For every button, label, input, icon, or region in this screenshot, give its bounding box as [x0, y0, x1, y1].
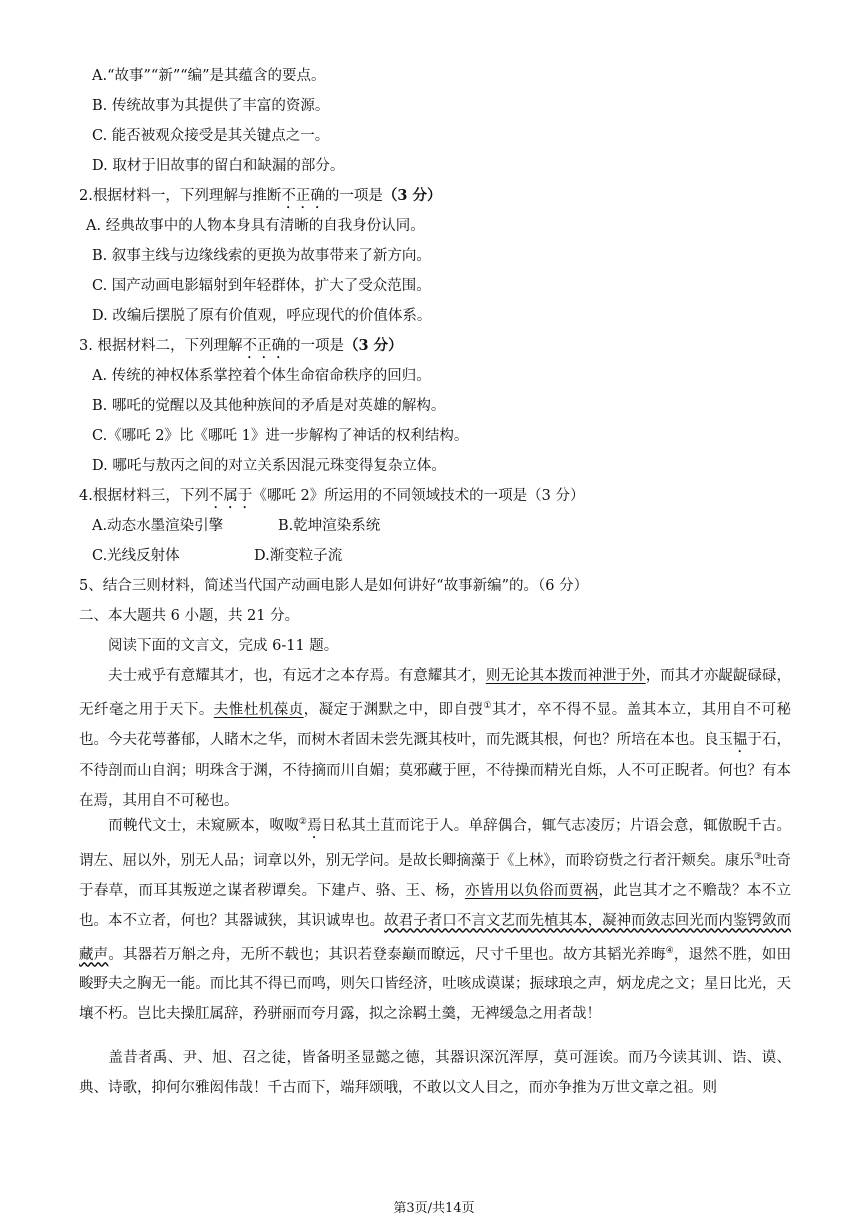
p2-text: 而輓代文士，未窥厥本，呶呶	[108, 817, 299, 834]
q4-stem-tail: 《哪吒 2》所运用的不同领域技术的一项是（3 分）	[252, 488, 585, 504]
p1-underlined-1: 则无论其本拨而神泄于外	[485, 668, 646, 684]
q2-stem-tail: 的一项是	[324, 188, 383, 204]
q4-stem	[79, 486, 585, 512]
page-number: 第3页/共14页	[393, 1201, 475, 1216]
p1-text: ，而其才亦龊龊碌碌，无纤毫之用于天下。	[79, 668, 792, 718]
q1-option-c: C. 能否被观众接受是其关键点之一。	[92, 128, 330, 144]
q5-stem: 5、结合三则材料，简述当代国产动画电影人是如何讲好“故事新编”的。（6 分）	[79, 578, 589, 594]
p2-underlined: 亦皆用以负俗而贾祸	[464, 882, 599, 899]
footnote-marker: ①	[483, 701, 492, 711]
passage-paragraph-3	[79, 1043, 791, 1103]
p2-wavy-underlined: 故君子者口不言文艺而先植其本，凝神而敛志回光而内鉴锷敛而藏声	[79, 912, 791, 963]
p1-emphasis: 韫	[732, 731, 748, 748]
q4-stem-text: 4.根据材料三，下列	[79, 488, 209, 504]
footnote-marker: ④	[665, 945, 674, 956]
q1-option-d: D. 取材于旧故事的留白和缺漏的部分。	[92, 158, 345, 174]
q2-option-d: D. 改编后摆脱了原有价值观，呼应现代的价值体系。	[92, 308, 432, 324]
q2-option-a: A. 经典故事中的人物本身具有清晰的自我身份认同。	[86, 218, 425, 234]
p2-text: ，此岂其才之不赡哉？本不立也。本不立者，何也？其器诚狭，其识诚卑也。	[79, 882, 792, 929]
p3-text: 盖昔者禹、尹、旭、召之徒，皆备明圣显懿之德，其器识深沉浑厚，莫可涯诶。而乃今读其训、诰、谟、典、诗歌，抑何尔雅闳伟哉！千古而下，端拜颂哦，不敢以文人目之，而亦争推为万世文章之祖。则	[79, 1050, 791, 1096]
q4-option-b: B.乾坤渲染系统	[278, 518, 381, 534]
q2-emphasis: 不正确	[281, 188, 325, 204]
q3-option-a: A. 传统的神权体系掌控着个体生命宿命秩序的回归。	[92, 368, 431, 384]
q2-option-b: B. 叙事主线与边缘线索的更换为故事带来了新方向。	[92, 248, 431, 264]
p2-emphasis: 焉	[307, 817, 322, 834]
p1-text: 其才，卒不得不显。盖其本立，其用自不可秘也。今夫花萼蕃郁，人睹木之华，而树木者固未尝先溉其枝叶，而先溉其根，何也？所培在本也。良玉	[79, 701, 792, 748]
reading-instruction: 阅读下面的文言文，完成 6-11 题。	[108, 638, 339, 654]
q4-option-a: A.动态水墨渲染引擎	[92, 518, 224, 534]
p2-text: 。其器若万斛之舟，无所不载也；其识若登泰巅而瞭远，尺寸千里也。故方其韬光养晦	[108, 946, 666, 963]
p1-text: 夫士戒乎有意耀其才，也，有远才之本存焉。有意耀其才，	[108, 668, 486, 684]
p1-text: ，凝定于渊默之中，即自弢	[303, 701, 484, 718]
p2-text: ，退然不胜，如田畯野夫之胸无一能。而比其不得已而鸣，则矢口皆经济，吐咳成谟谋；振球琅之声，炳龙虎之文；星日比光，天壤不朽。岂比夫操肛属辞，矜骈丽而夸月露，拟之涂羁土羹，无裨缓急之用者哉！	[79, 946, 792, 1023]
q2-stem	[79, 186, 441, 212]
q3-option-c: C.《哪吒 2》比《哪吒 1》进一步解构了神话的权利结构。	[92, 428, 469, 444]
q3-score: （3 分）	[343, 337, 403, 354]
q2-score: （3 分）	[382, 187, 442, 204]
passage-paragraph-2	[79, 807, 791, 1029]
q2-option-c: C. 国产动画电影辐射到年轻群体，扩大了受众范围。	[92, 278, 431, 294]
q3-stem	[79, 336, 403, 362]
footnote-marker: ②	[298, 817, 308, 827]
footnote-marker: ③	[753, 851, 762, 862]
p2-text: 吐奇于春草，而耳其叛逆之谋者秽谭矣。下建卢、骆、王、杨，	[79, 852, 791, 899]
q3-option-d: D. 哪吒与敖丙之间的对立关系因混元珠变得复杂立体。	[92, 458, 446, 474]
q4-option-c: C.光线反射体	[92, 548, 180, 564]
q1-option-b: B. 传统故事为其提供了丰富的资源。	[92, 98, 330, 114]
p1-underlined-2: 夫惟杜机葆贞	[213, 701, 304, 718]
section-heading: 二、本大题共 6 小题，共 21 分。	[79, 608, 300, 624]
p2-text: 日私其土苴而诧于人。单辞偶合，辄气志凌厉；片语会意，辄傲睨千古。谓左、屈以外，别无人品；词章以外，别无学问。是故长卿摘藻于《上林》，而聆窃赀之行者汗颊矣。康乐	[79, 817, 792, 869]
q3-stem-text: 3. 根据材料二，下列理解	[79, 338, 243, 354]
p1-text: 于石，不待剖而山自润；明珠含于渊，不待摘而川自媚；莫邪藏于匣，不待操而精光自烁，人不可正睨者。何也？有本在焉，其用自不可秘也。	[79, 731, 791, 809]
q3-option-b: B. 哪吒的觉醒以及其他种族间的矛盾是对英雄的解构。	[92, 398, 446, 414]
q1-option-a: A.“故事”“新”“编”是其蕴含的要点。	[92, 68, 326, 84]
q4-emphasis: 不属于	[208, 488, 253, 504]
passage-paragraph-1	[79, 661, 791, 816]
q4-option-d: D.渐变粒子流	[254, 548, 343, 564]
q3-stem-tail: 的一项是	[285, 338, 344, 354]
q3-emphasis: 不正确	[242, 338, 286, 354]
q2-stem-text: 2.根据材料一，下列理解与推断	[79, 188, 282, 204]
